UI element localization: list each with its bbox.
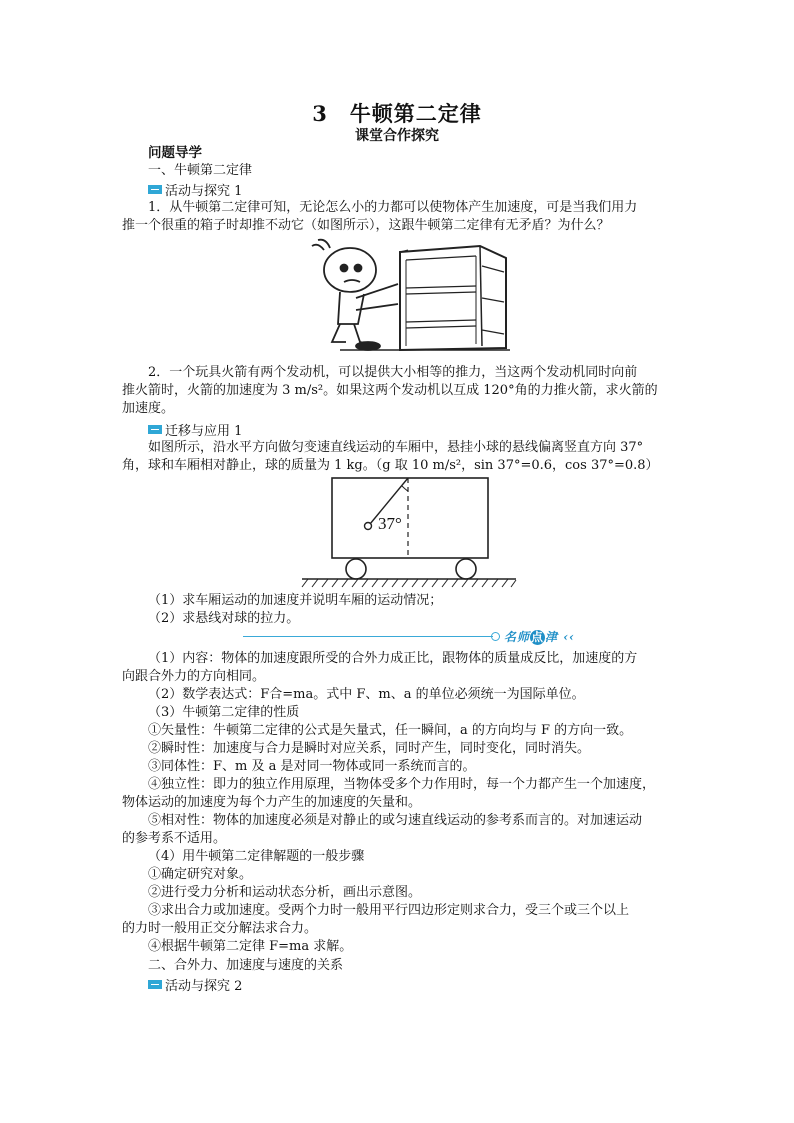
property-1: ①矢量性：牛顿第二定律的公式是矢量式，任一瞬间，a 的方向均与 F 的方向一致。 <box>148 723 633 738</box>
note-1-line-2: 向跟合外力的方向相同。 <box>122 669 266 684</box>
step-4: ④根据牛顿第二定律 F=ma 求解。 <box>148 939 353 954</box>
step-2: ②进行受力分析和运动状态分析，画出示意图。 <box>148 885 422 900</box>
step-3-line-1: ③求出合力或加速度。受两个力时一般用平行四边形定则求合力，受三个或三个以上 <box>148 903 630 918</box>
property-3: ③同体性：F、m 及 a 是对同一物体或同一系统而言的。 <box>148 759 476 774</box>
question-2-line-1: 2．一个玩具火箭有两个发动机，可以提供大小相等的推力，当这两个发动机同时向前 <box>148 365 638 380</box>
train-car-figure <box>298 474 520 592</box>
tag-marker-icon <box>148 185 162 194</box>
page-subtitle: 课堂合作探究 <box>355 128 439 144</box>
property-4-line-1: ④独立性：即力的独立作用原理，当物体受多个力作用时，每一个力都产生一个加速度， <box>148 777 656 792</box>
note-4: （4）用牛顿第二定律解题的一般步骤 <box>148 849 365 864</box>
tag-marker-icon <box>148 980 162 989</box>
sub-question-2: （2）求悬线对球的拉力。 <box>148 611 300 626</box>
activity-tag-2 <box>148 975 242 994</box>
property-5-line-2: 的参考系不适用。 <box>122 831 227 846</box>
ground-hatch <box>302 579 516 587</box>
transfer-tag-1 <box>148 420 242 439</box>
part2-heading: 二、合外力、加速度与速度的关系 <box>148 958 344 973</box>
wheel-left-icon <box>346 559 366 579</box>
activity-label-2: 活动与探究 2 <box>165 979 243 994</box>
tag-marker-icon <box>148 425 162 434</box>
page-title: 3 牛顿第二定律 <box>312 101 482 126</box>
property-4-line-2: 物体运动的加速度为每个力产生的加速度的矢量和。 <box>122 795 422 810</box>
transfer-1-line-1: 如图所示，沿水平方向做匀变速直线运动的车厢中，悬挂小球的悬线偏离竖直方向 37° <box>148 440 644 455</box>
section-heading: 问题导学 <box>148 145 202 161</box>
note-2: （2）数学表达式：F合=ma。式中 F、m、a 的单位必须统一为国际单位。 <box>148 687 585 702</box>
part1-heading: 一、牛顿第二定律 <box>148 163 253 178</box>
cartoon-person-icon <box>312 240 398 350</box>
note-3: （3）牛顿第二定律的性质 <box>148 705 300 720</box>
property-5-line-1: ⑤相对性：物体的加速度必须是对静止的或匀速直线运动的参考系而言的。对加速运动 <box>148 813 643 828</box>
question-1-line-1: 1．从牛顿第二定律可知，无论怎么小的力都可以使物体产生加速度，可是当我们用力 <box>148 200 638 215</box>
pushing-crate-figure <box>310 238 515 356</box>
note-1-line-1: （1）内容：物体的加速度跟所受的合外力成正比，跟物体的质量成反比，加速度的方 <box>148 651 638 666</box>
sub-question-1: （1）求车厢运动的加速度并说明车厢的运动情况； <box>148 593 443 608</box>
badge-circle: 点 <box>531 630 545 644</box>
badge-text-a: 名师 <box>504 630 531 644</box>
question-2-line-3: 加速度。 <box>122 401 175 416</box>
angle-label: 37° <box>378 514 402 533</box>
question-2-line-2: 推火箭时，火箭的加速度为 3 m/s²。如果这两个发动机以互成 120°角的力推火箭，求火箭的 <box>122 383 658 398</box>
step-3-line-2: 的力时一般用正交分解法求合力。 <box>122 921 318 936</box>
double-arrow-icon: ‹‹ <box>558 630 575 644</box>
transfer-1-line-2: 角，球和车厢相对静止，球的质量为 1 kg。（g 取 10 m/s²，sin 37°=0.6，cos 37°=0.8） <box>122 458 659 473</box>
divider-dot-icon <box>491 632 500 641</box>
question-1-line-2: 推一个很重的箱子时却推不动它（如图所示），这跟牛顿第二定律有无矛盾？为什么？ <box>122 218 610 233</box>
car-body <box>332 478 488 558</box>
wheel-right-icon <box>456 559 476 579</box>
ball-icon <box>365 523 372 530</box>
transfer-label: 迁移与应用 1 <box>165 424 243 439</box>
step-1: ①确定研究对象。 <box>148 867 253 882</box>
activity-tag-1 <box>148 180 242 199</box>
crate-icon <box>400 246 506 350</box>
divider-line <box>243 636 493 637</box>
activity-label: 活动与探究 1 <box>165 184 243 199</box>
property-2: ②瞬时性：加速度与合力是瞬时对应关系，同时产生，同时变化，同时消失。 <box>148 741 591 756</box>
tip-badge <box>504 628 575 645</box>
badge-text-b: 津 <box>545 630 559 644</box>
